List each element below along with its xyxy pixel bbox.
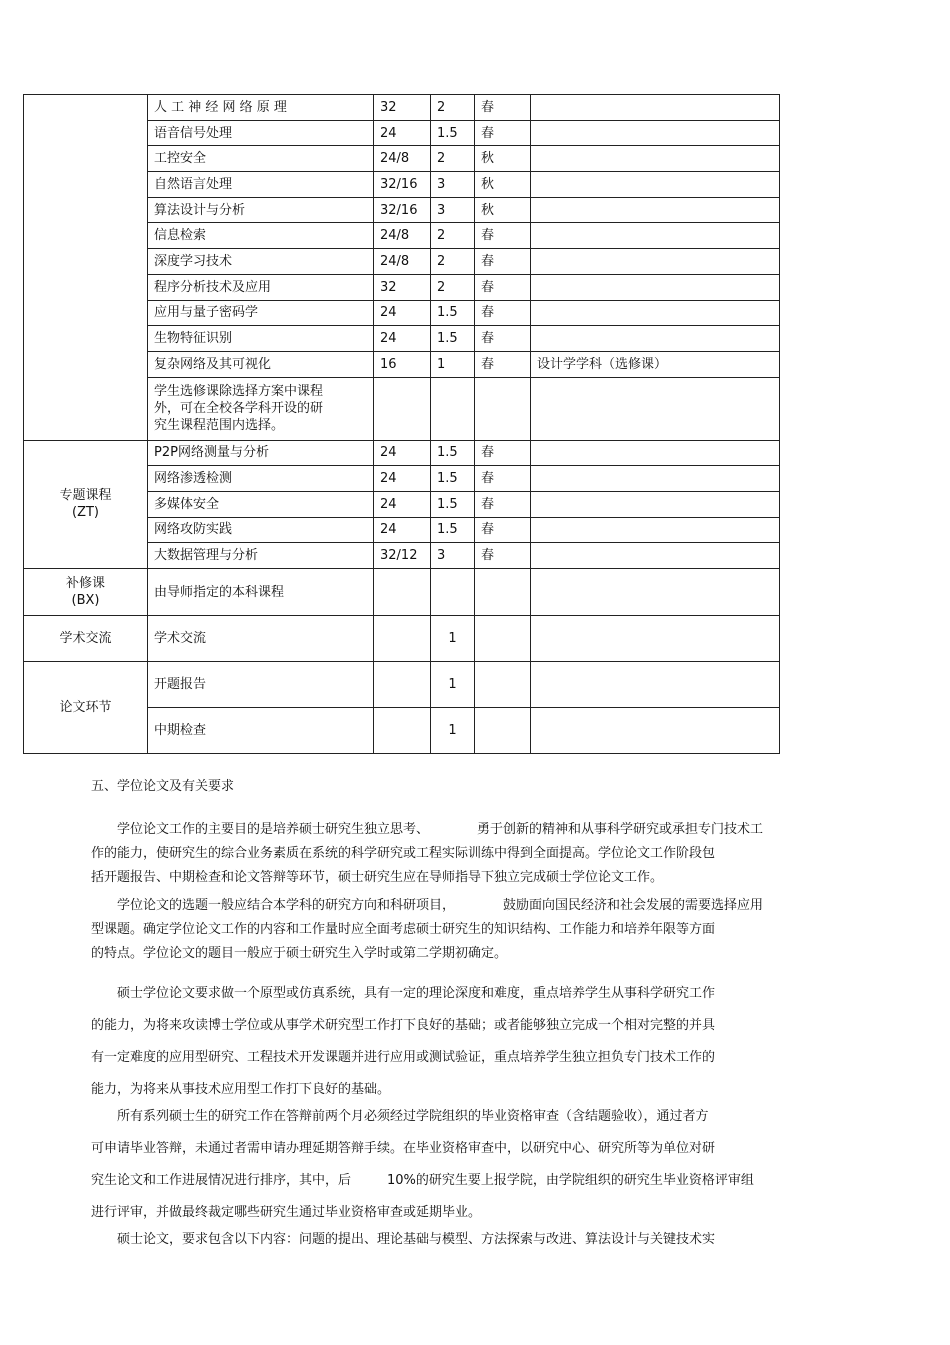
note-cell — [531, 146, 780, 172]
credits-cell: 1.5 — [431, 326, 475, 352]
table-row — [24, 662, 780, 708]
credits-cell: 1.5 — [431, 517, 475, 543]
credits-cell: 1.5 — [431, 300, 475, 326]
note-cell — [531, 377, 780, 440]
text-line: 括开题报告、中期检查和论文答辩等环节，硕士研究生应在导师指导下独立完成硕士学位论文工作。 — [91, 870, 664, 885]
cell-text-line: (BX) — [71, 593, 100, 608]
term-cell: 秋 — [475, 172, 531, 198]
course-name-cell: P2P网络测量与分析 — [148, 440, 374, 466]
note-cell — [531, 569, 780, 616]
note-cell — [531, 517, 780, 543]
note-cell: 设计学学科（选修课） — [531, 351, 780, 377]
note-cell — [531, 466, 780, 492]
term-cell: 春 — [475, 95, 531, 121]
category-cell-zt — [24, 440, 148, 568]
note-cell — [531, 543, 780, 569]
cell-text-line: 究生课程范围内选择。 — [154, 418, 285, 434]
cell-text-line: 专题课程 — [59, 488, 112, 504]
credits-cell: 1.5 — [431, 120, 475, 146]
credits-cell: 2 — [431, 274, 475, 300]
term-cell: 春 — [475, 517, 531, 543]
text-line: 学位论文工作的主要目的是培养硕士研究生独立思考、 — [117, 822, 430, 837]
credits-cell: 3 — [431, 197, 475, 223]
course-name-cell: 由导师指定的本科课程 — [148, 569, 374, 616]
hours-cell: 24 — [374, 120, 431, 146]
term-cell — [475, 616, 531, 662]
term-cell: 秋 — [475, 197, 531, 223]
note-cell — [531, 197, 780, 223]
term-cell: 春 — [475, 249, 531, 275]
credits-cell — [431, 569, 475, 616]
credits-cell: 1 — [431, 351, 475, 377]
hours-cell: 16 — [374, 351, 431, 377]
hours-cell — [374, 708, 431, 754]
text-line: 可申请毕业答辩，未通过者需申请办理延期答辩手续。在毕业资格审查中，以研究中心、研究所等为单位对研 — [91, 1141, 716, 1156]
term-cell: 春 — [475, 326, 531, 352]
course-name-cell: 信息检索 — [148, 223, 374, 249]
hours-cell — [374, 616, 431, 662]
cell-text-line: (ZT) — [72, 505, 99, 521]
hours-cell: 24 — [374, 517, 431, 543]
term-cell — [475, 569, 531, 616]
term-cell — [475, 377, 531, 440]
section-title: 五、学位论文及有关要求 — [91, 779, 235, 794]
course-name-cell: 大数据管理与分析 — [148, 543, 374, 569]
course-name-cell: 语音信号处理 — [148, 120, 374, 146]
credits-cell: 2 — [431, 146, 475, 172]
paragraph-review — [91, 1101, 831, 1229]
course-name-cell: 网络攻防实践 — [148, 517, 374, 543]
course-name-cell: 应用与量子密码学 — [148, 300, 374, 326]
category-cell-academic: 学术交流 — [24, 616, 148, 662]
course-name-cell: 开题报告 — [148, 662, 374, 708]
hours-cell: 32 — [374, 274, 431, 300]
credits-cell: 2 — [431, 95, 475, 121]
paragraph-requirements — [91, 978, 831, 1106]
course-table — [23, 94, 780, 754]
term-cell: 春 — [475, 491, 531, 517]
note-cell — [531, 249, 780, 275]
credits-cell: 1 — [431, 616, 475, 662]
note-cell — [531, 95, 780, 121]
hours-cell: 24/8 — [374, 146, 431, 172]
cell-text-line: 补修课 — [65, 576, 105, 591]
table-row — [24, 440, 780, 466]
cell-text-line: 学生选修课除选择方案中课程 — [154, 384, 324, 400]
text-line: 作的能力，使研究生的综合业务素质在系统的科学研究或工程实际训练中得到全面提高。学位论文工作阶段包 — [91, 846, 716, 861]
term-cell: 春 — [475, 274, 531, 300]
paragraph-purpose — [91, 818, 831, 890]
credits-cell: 1.5 — [431, 491, 475, 517]
hours-cell: 24 — [374, 466, 431, 492]
text-line: 学位论文的选题一般应结合本学科的研究方向和科研项目， — [117, 898, 456, 913]
course-name-cell: 程序分析技术及应用 — [148, 274, 374, 300]
course-name-cell: 人 工 神 经 网 络 原 理 — [148, 95, 374, 121]
course-name-cell: 深度学习技术 — [148, 249, 374, 275]
hours-cell: 24/8 — [374, 223, 431, 249]
note-cell — [531, 326, 780, 352]
category-cell-thesis: 论文环节 — [24, 662, 148, 754]
term-cell: 春 — [475, 440, 531, 466]
hours-cell: 32 — [374, 95, 431, 121]
hours-cell: 24 — [374, 440, 431, 466]
credits-cell: 1 — [431, 662, 475, 708]
hours-cell: 24 — [374, 326, 431, 352]
term-cell: 春 — [475, 351, 531, 377]
credits-cell: 1.5 — [431, 440, 475, 466]
credits-cell: 3 — [431, 543, 475, 569]
course-name-cell: 网络渗透检测 — [148, 466, 374, 492]
note-cell — [531, 491, 780, 517]
text-line: 能力，为将来从事技术应用型工作打下良好的基础。 — [91, 1082, 391, 1097]
hours-cell — [374, 377, 431, 440]
credits-cell: 1.5 — [431, 466, 475, 492]
table-row — [24, 616, 780, 662]
elective-note-cell — [148, 377, 374, 440]
term-cell: 春 — [475, 300, 531, 326]
category-cell-elective — [24, 95, 148, 441]
term-cell: 春 — [475, 543, 531, 569]
text-line: 进行评审，并做最终裁定哪些研究生通过毕业资格审查或延期毕业。 — [91, 1205, 482, 1220]
note-cell — [531, 172, 780, 198]
hours-cell: 32/16 — [374, 197, 431, 223]
hours-cell: 24 — [374, 491, 431, 517]
paragraph-contents — [91, 1224, 831, 1256]
course-name-cell: 工控安全 — [148, 146, 374, 172]
text-line: 的能力，为将来攻读博士学位或从事学术研究型工作打下良好的基础；或者能够独立完成一个相对完整的并具 — [91, 1018, 716, 1033]
hours-cell: 24/8 — [374, 249, 431, 275]
table-row — [24, 569, 780, 616]
note-cell — [531, 274, 780, 300]
text-line: 勇于创新的精神和从事科学研究或承担专门技术工 — [477, 822, 764, 837]
term-cell: 春 — [475, 120, 531, 146]
hours-cell: 24 — [374, 300, 431, 326]
note-cell — [531, 300, 780, 326]
text-line: 的特点。学位论文的题目一般应于硕士研究生入学时或第二学期初确定。 — [91, 946, 508, 961]
note-cell — [531, 708, 780, 754]
cell-text-line: 外，可在全校各学科开设的研 — [154, 401, 324, 417]
course-name-cell: 自然语言处理 — [148, 172, 374, 198]
text-line: 所有系列硕士生的研究工作在答辩前两个月必须经过学院组织的毕业资格审查（含结题验收），通过者方 — [117, 1109, 709, 1124]
course-name-cell: 算法设计与分析 — [148, 197, 374, 223]
term-cell: 春 — [475, 223, 531, 249]
text-line: 硕士学位论文要求做一个原型或仿真系统，具有一定的理论深度和难度，重点培养学生从事科学研究工作 — [117, 986, 716, 1001]
note-cell — [531, 440, 780, 466]
hours-cell: 32/12 — [374, 543, 431, 569]
course-name-cell: 中期检查 — [148, 708, 374, 754]
term-cell: 春 — [475, 466, 531, 492]
text-line: 究生论文和工作进展情况进行排序，其中，后 — [91, 1173, 352, 1188]
hours-cell: 32/16 — [374, 172, 431, 198]
note-cell — [531, 662, 780, 708]
term-cell — [475, 708, 531, 754]
credits-cell: 2 — [431, 223, 475, 249]
note-cell — [531, 120, 780, 146]
credits-cell: 2 — [431, 249, 475, 275]
credits-cell: 1 — [431, 708, 475, 754]
text-line: 有一定难度的应用型研究、工程技术开发课题并进行应用或测试验证，重点培养学生独立担负专门技术工作的 — [91, 1050, 716, 1065]
course-name-cell: 复杂网络及其可视化 — [148, 351, 374, 377]
credits-cell: 3 — [431, 172, 475, 198]
text-line: 型课题。确定学位论文工作的内容和工作量时应全面考虑硕士研究生的知识结构、工作能力和培养年限等方面 — [91, 922, 716, 937]
note-cell — [531, 616, 780, 662]
text-line: 鼓励面向国民经济和社会发展的需要选择应用 — [503, 898, 764, 913]
course-name-cell: 多媒体安全 — [148, 491, 374, 517]
course-name-cell: 生物特征识别 — [148, 326, 374, 352]
paragraph-topic — [91, 894, 831, 966]
hours-cell — [374, 569, 431, 616]
course-name-cell: 学术交流 — [148, 616, 374, 662]
term-cell — [475, 662, 531, 708]
text-line: 硕士论文，要求包含以下内容：问题的提出、理论基础与模型、方法探索与改进、算法设计与关键技术实 — [117, 1232, 716, 1247]
term-cell: 秋 — [475, 146, 531, 172]
category-cell-bx — [24, 569, 148, 616]
text-line: 10%的研究生要上报学院，由学院组织的研究生毕业资格评审组 — [387, 1173, 754, 1188]
table-row — [24, 95, 780, 121]
hours-cell — [374, 662, 431, 708]
note-cell — [531, 223, 780, 249]
credits-cell — [431, 377, 475, 440]
